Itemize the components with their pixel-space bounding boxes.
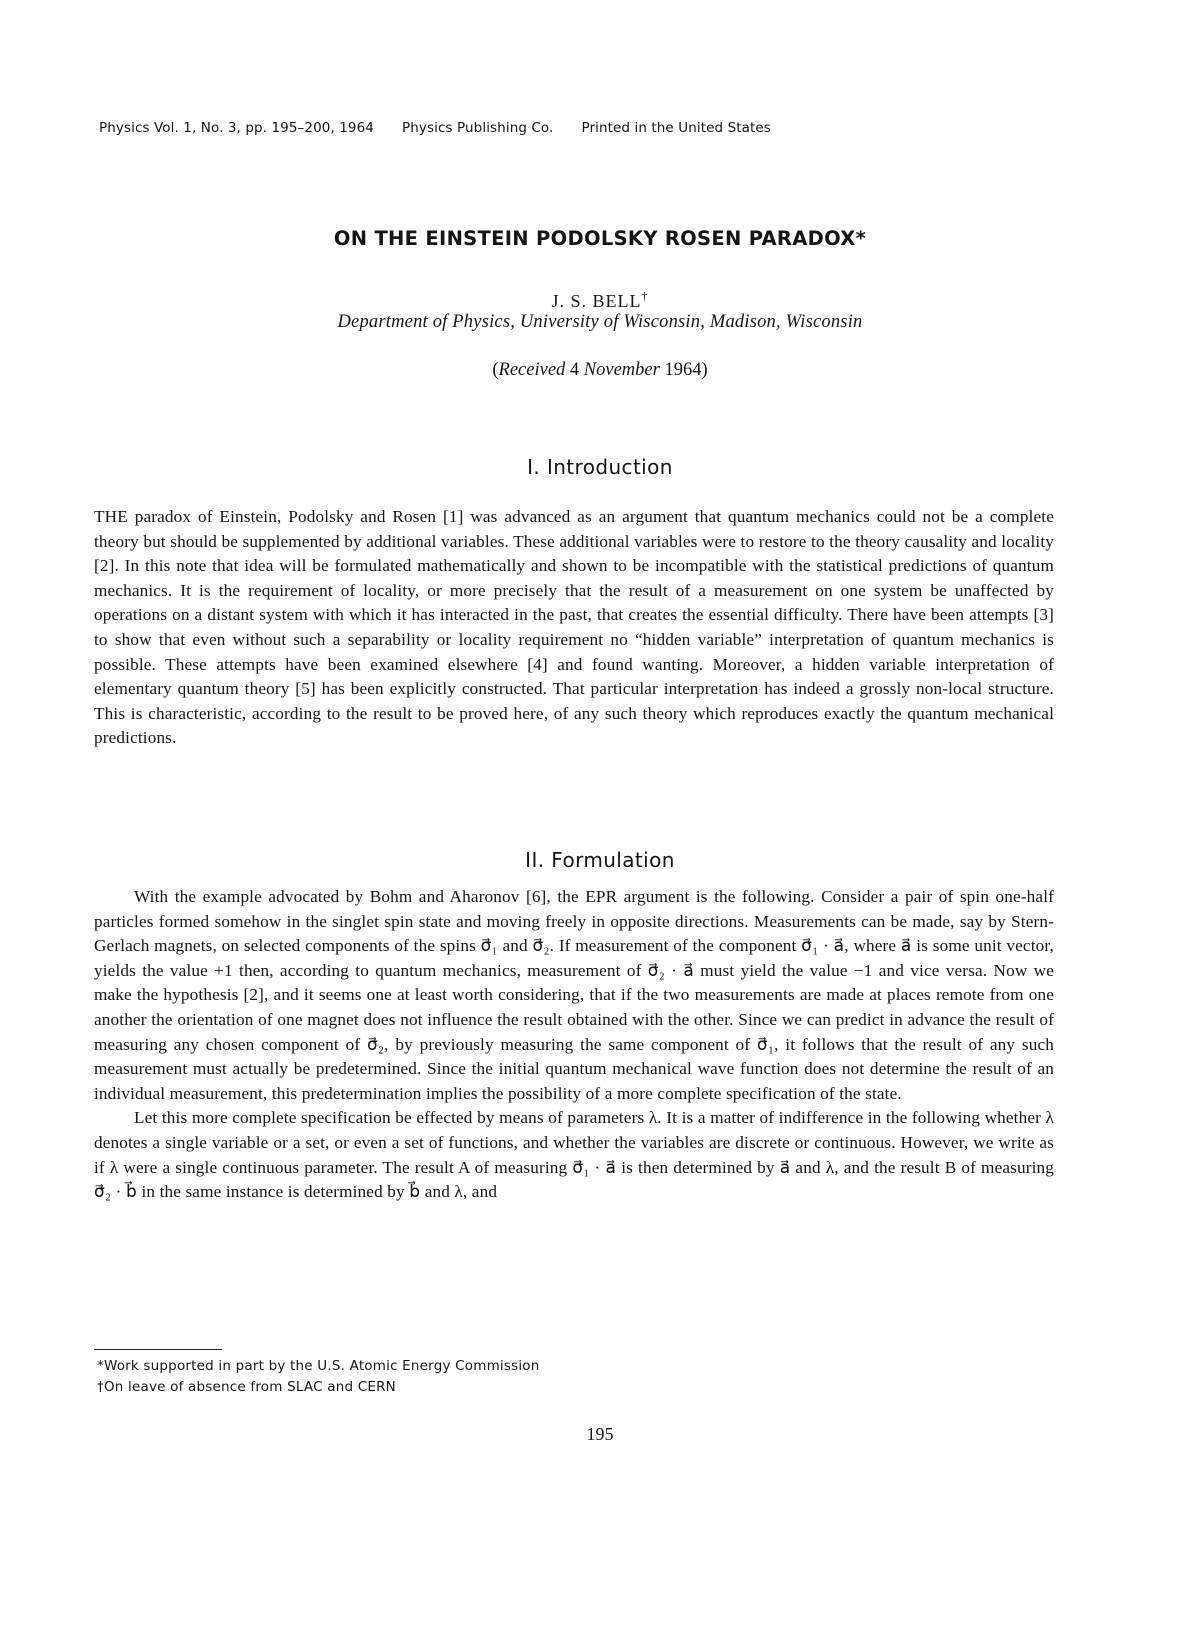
received-month: November — [583, 360, 660, 380]
paper-title: ON THE EINSTEIN PODOLSKY ROSEN PARADOX* — [333, 227, 867, 250]
formulation-body — [94, 885, 1054, 1205]
author-line — [0, 289, 1200, 312]
received-year: 1964) — [664, 360, 708, 380]
received-day: 4 — [569, 360, 580, 380]
author-footnote-mark: † — [641, 289, 649, 303]
footnotes — [97, 1356, 540, 1398]
printed-location: Printed in the United States — [581, 120, 771, 136]
section-heading-formulation: II. Formulation — [525, 848, 675, 872]
journal-citation: Physics Vol. 1, No. 3, pp. 195–200, 1964 — [99, 120, 374, 136]
introduction-body — [94, 505, 1054, 751]
footnote: *Work supported in part by the U.S. Atomic Energy Commission — [97, 1358, 540, 1374]
journal-header — [99, 120, 771, 136]
paragraph: THE paradox of Einstein, Podolsky and Rosen [1] was advanced as an argument that quantum mechanics could not be a complete theory but should be supplemented by additional variables. These additional variables were to restore to the theory causality and locality [2]. In this note that idea will be formulated mathematically and shown to be incompatible with the statistical predictions of quantum mechanics. It is the requirement of locality, or more precisely that the result of a measurement on one system be unaffected by operations on a distant system with which it has interacted in the past, that creates the essential difficulty. There have been attempts [3] to show that even without such a separability or locality requirement no “hidden variable” interpretation of quantum mechanics is possible. These attempts have been examined elsewhere [4] and found wanting. Moreover, a hidden variable interpretation of elementary quantum theory [5] has been explicitly constructed. That particular interpretation has indeed a grossly non-local structure. This is characteristic, according to the result to be proved here, of any such theory which reproduces exactly the quantum mechanical predictions. — [94, 507, 1054, 748]
footnote-divider — [94, 1349, 222, 1350]
paragraph: With the example advocated by Bohm and Aharonov [6], the EPR argument is the following. Consider a pair of spin one-half particles formed somehow in the singlet spin state and moving freely in opposite directions. Measurements can be made, say by Stern-Gerlach magnets, on selected components of the spins σ⃗₁ and σ⃗₂. If measurement of the component σ⃗₁ · a⃗, where a⃗ is some unit vector, yields the value +1 then, according to quantum mechanics, measurement of σ⃗₂ · a⃗ must yield the value −1 and vice versa. Now we make the hypothesis [2], and it seems one at least worth considering, that if the two measurements are made at places remote from one another the orientation of one magnet does not influence the result obtained with the other. Since we can predict in advance the result of measuring any chosen component of σ⃗₂, by previously measuring the same component of σ⃗₁, it follows that the result of any such measurement must actually be predetermined. Since the initial quantum mechanical wave function does not determine the result of an individual measurement, this predetermination implies the possibility of a more complete specification of the state. — [94, 887, 1054, 1103]
page-number: 195 — [586, 1424, 614, 1444]
footnote: †On leave of absence from SLAC and CERN — [97, 1379, 396, 1395]
received-date: (Received 4 November 1964) — [492, 360, 708, 380]
paragraph: Let this more complete specification be effected by means of parameters λ. It is a matter of indifference in the following whether λ denotes a single variable or a set, or even a set of functions, and whether the variables are discrete or continuous. However, we write as if λ were a single continuous parameter. The result A of measuring σ⃗₁ · a⃗ is then determined by a⃗ and λ, and the result B of measuring σ⃗₂ · b⃗ in the same instance is determined by b⃗ and λ, and — [94, 1108, 1054, 1202]
section-heading-introduction: I. Introduction — [527, 455, 673, 479]
author-name: J. S. BELL — [551, 291, 642, 311]
author-affiliation: Department of Physics, University of Wisconsin, Madison, Wisconsin — [337, 312, 863, 332]
publisher: Physics Publishing Co. — [402, 120, 554, 136]
received-label: Received — [498, 360, 566, 380]
